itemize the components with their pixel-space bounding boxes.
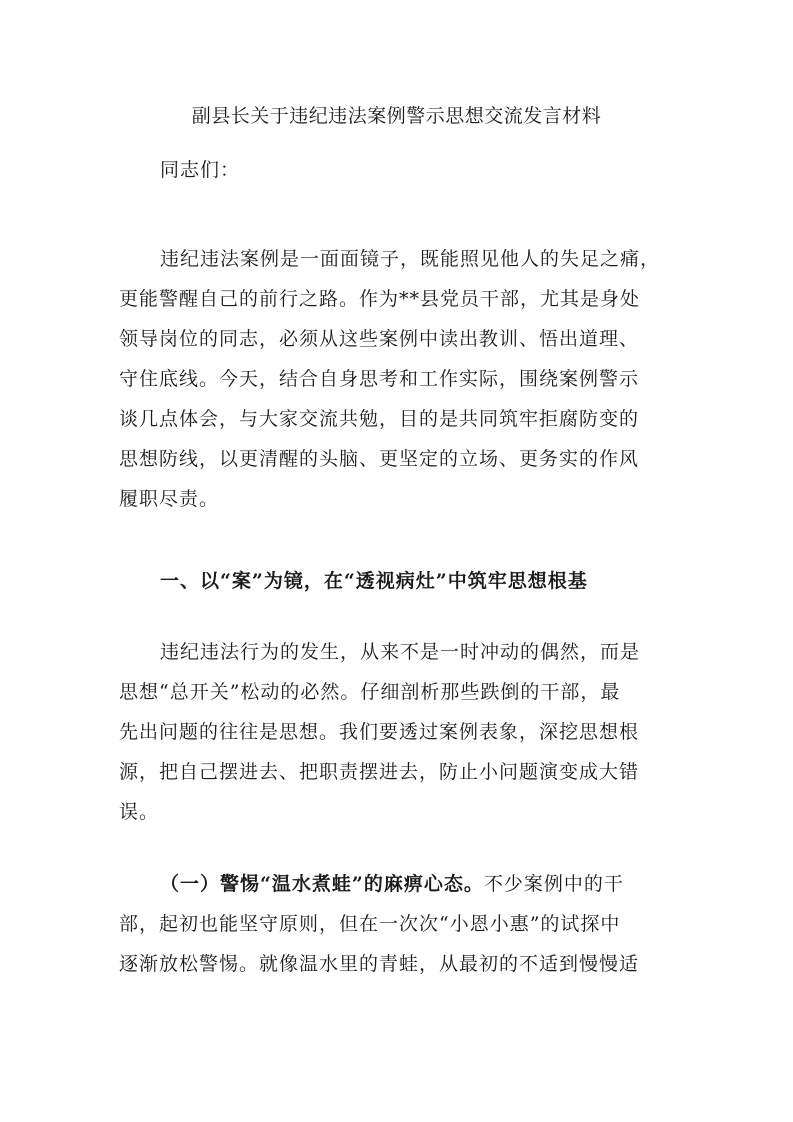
paragraph-line: 源，把自己摆进去、把职责摆进去，防止小问题演变成大错	[119, 761, 640, 783]
paragraph-line: 守住底线。今天，结合自身思考和工作实际，围绕案例警示	[119, 368, 640, 390]
paragraph-line: 先出问题的往往是思想。我们要透过案例表象，深挖思想根	[119, 721, 640, 743]
point-paragraph	[119, 864, 679, 984]
paragraph-line: 误。	[119, 801, 160, 823]
paragraph-line: 履职尽责。	[119, 488, 220, 510]
paragraph-line: 更能警醒自己的前行之路。作为**县党员干部，尤其是身处	[119, 288, 641, 310]
paragraph-line: 思想“总开关”松动的必然。仔细剖析那些跌倒的干部，最	[119, 681, 621, 703]
salutation: 同志们：	[160, 159, 241, 181]
paragraph-line: 逐渐放松警惕。就像温水里的青蛙，从最初的不适到慢慢适	[119, 953, 640, 975]
paragraph-line: 谈几点体会，与大家交流共勉，目的是共同筑牢拒腐防变的	[119, 408, 640, 430]
section-paragraph	[119, 632, 679, 832]
paragraph-line: 思想防线，以更清醒的头脑、更坚定的立场、更务实的作风	[119, 448, 640, 470]
section-heading: 一、以“案”为镜，在“透视病灶”中筑牢思想根基	[160, 570, 588, 592]
paragraph-line: 违纪违法案例是一面面镜子，既能照见他人的失足之痛，	[160, 248, 661, 270]
point-text: 不少案例中的干	[483, 873, 624, 895]
intro-paragraph	[119, 239, 679, 519]
paragraph-line: 部，起初也能坚守原则，但在一次次“小恩小惠”的试探中	[119, 913, 621, 935]
paragraph-line: 违纪违法行为的发生，从来不是一时冲动的偶然，而是	[160, 641, 641, 663]
paragraph-line	[119, 864, 679, 904]
point-lead: （一）警惕“温水煮蛙”的麻痹心态。	[160, 873, 484, 895]
paragraph-line: 领导岗位的同志，必须从这些案例中读出教训、悟出道理、	[119, 328, 640, 350]
document-title: 副县长关于违纪违法案例警示思想交流发言材料	[191, 105, 602, 127]
